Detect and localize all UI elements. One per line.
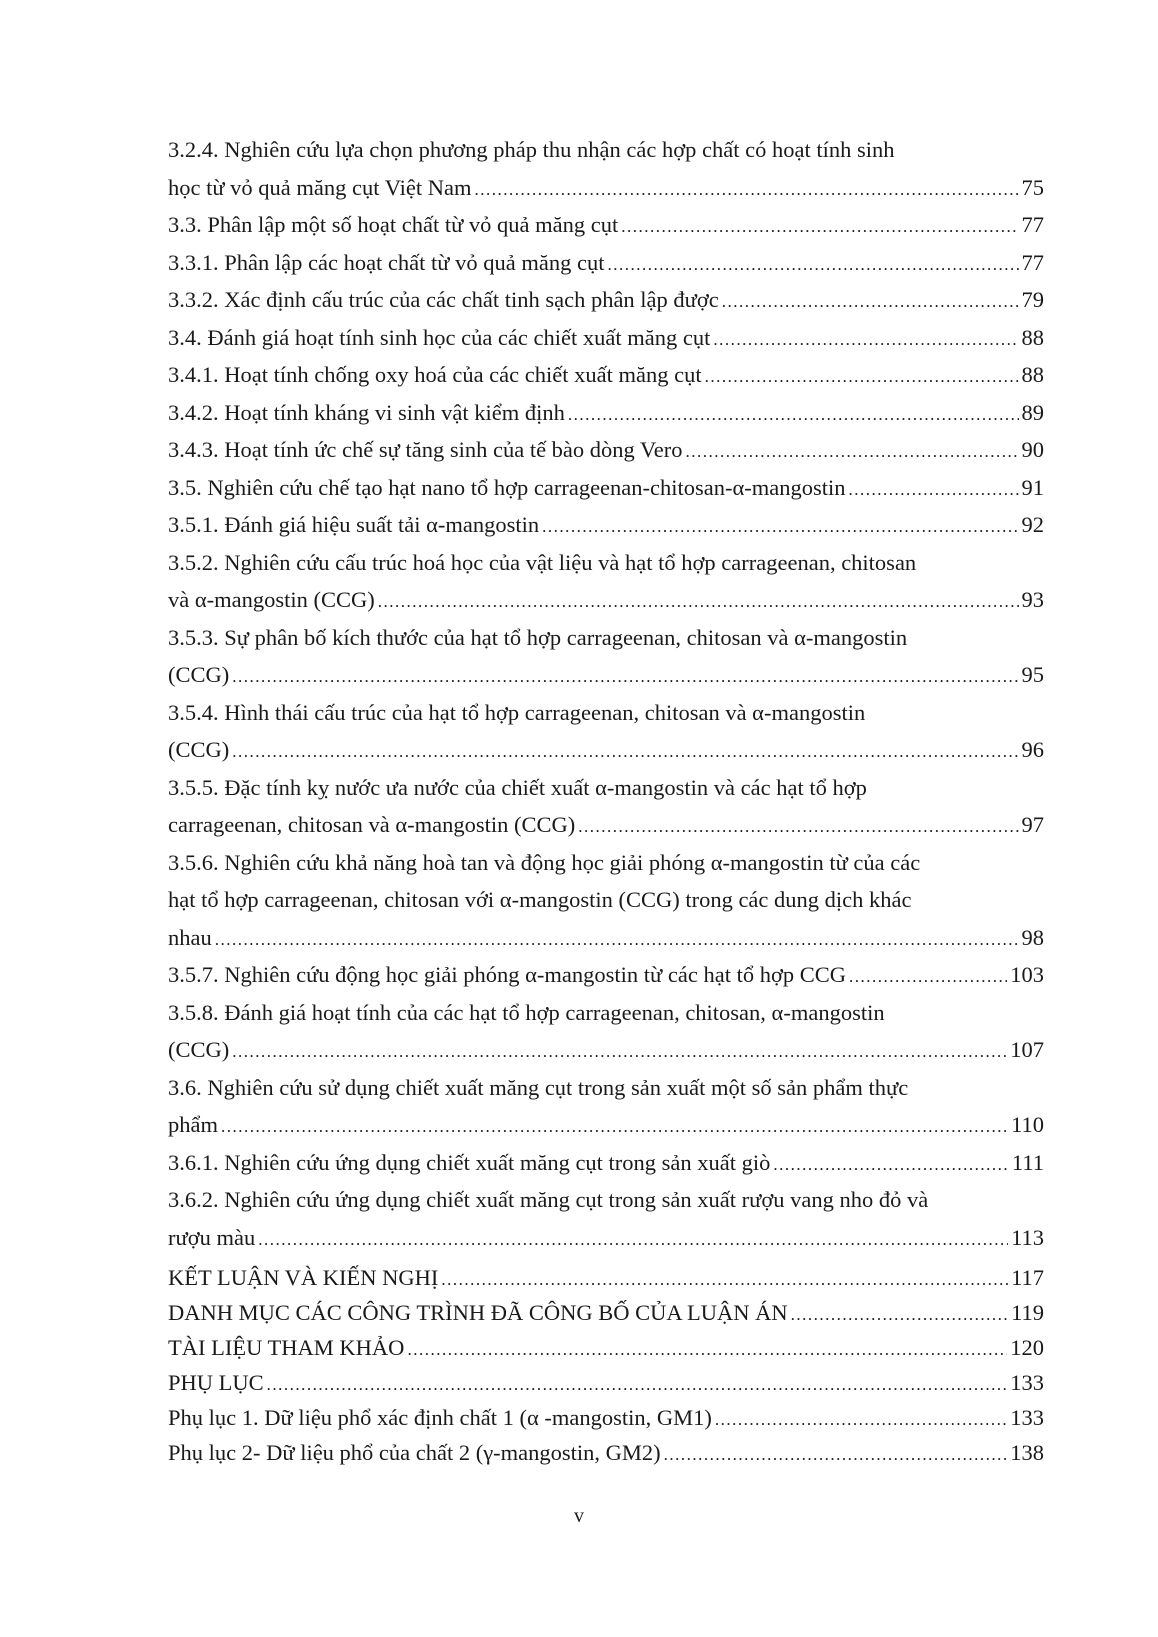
- dot-leader: [378, 583, 1019, 621]
- toc-page-number: 77: [1021, 212, 1044, 237]
- toc-entry-title: KẾT LUẬN VÀ KIẾN NGHỊ: [168, 1265, 439, 1290]
- toc-page-number: 113: [1011, 1224, 1044, 1250]
- toc-entry[interactable]: [168, 281, 1044, 319]
- toc-entry-title: PHỤ LỤC: [168, 1370, 264, 1395]
- toc-entry-title: 3.5. Nghiên cứu chế tạo hạt nano tổ hợp carrageenan-chitosan-α-mangostin: [168, 474, 846, 500]
- toc-page-number: 103: [1010, 962, 1044, 987]
- toc-entry-title: 3.5.1. Đánh giá hiệu suất tải α-mangostin: [168, 512, 540, 537]
- dot-leader: [713, 321, 1018, 359]
- toc-entry[interactable]: [168, 131, 1044, 206]
- toc-entry-title: nhau: [168, 924, 212, 950]
- toc-entry[interactable]: [168, 244, 1044, 282]
- toc-entry[interactable]: [168, 544, 1044, 619]
- toc-page-number: 91: [1021, 474, 1044, 500]
- toc-entry-line: 3.5.8. Đánh giá hoạt tính của các hạt tổ hợp carrageenan, chitosan, α-mangostin: [168, 999, 885, 1025]
- toc-entry-row[interactable]: [168, 506, 1044, 544]
- toc-entry-row[interactable]: [168, 169, 1044, 207]
- toc-page-number: 120: [1010, 1335, 1044, 1360]
- dot-leader: [722, 283, 1019, 321]
- toc-entry-row[interactable]: [168, 1219, 1044, 1257]
- toc-entry-title: (CCG): [168, 1037, 230, 1062]
- toc-page-number: 111: [1011, 1149, 1044, 1175]
- dot-leader: [475, 171, 1019, 209]
- toc-entry-title: 3.4.2. Hoạt tính kháng vi sinh vật kiểm định: [168, 399, 565, 425]
- toc-entry[interactable]: [168, 956, 1044, 994]
- toc-entry-row[interactable]: [168, 206, 1044, 244]
- toc-entry-title: phẩm: [168, 1112, 218, 1137]
- dot-leader: [791, 1297, 1008, 1332]
- toc-page-number: 98: [1021, 924, 1044, 950]
- toc-entry-line: 3.6. Nghiên cứu sử dụng chiết xuất măng cụt trong sản xuất một số sản phẩm thực: [168, 1074, 909, 1100]
- toc-entry-row[interactable]: [168, 806, 1044, 844]
- dot-leader: [232, 733, 1018, 771]
- dot-leader: [215, 921, 1019, 959]
- toc-entry-title: 3.4.3. Hoạt tính ức chế sự tăng sinh của tế bào dòng Vero: [168, 437, 683, 462]
- toc-entry-line: 3.2.4. Nghiên cứu lựa chọn phương pháp thu nhận các hợp chất có hoạt tính sinh: [168, 137, 895, 162]
- dot-leader: [232, 1033, 1007, 1071]
- toc-entry-row[interactable]: [168, 1330, 1044, 1365]
- toc-entry-title: TÀI LIỆU THAM KHẢO: [168, 1335, 405, 1360]
- toc-page-number: 119: [1011, 1300, 1044, 1325]
- table-of-contents: [168, 131, 1044, 1470]
- dot-leader: [686, 433, 1019, 471]
- toc-entry-title: 3.4. Đánh giá hoạt tính sinh học của các chiết xuất măng cụt: [168, 324, 711, 350]
- dot-leader: [607, 246, 1018, 284]
- toc-entry[interactable]: [168, 619, 1044, 694]
- toc-page-number: 88: [1021, 324, 1044, 350]
- toc-entry-row[interactable]: [168, 1400, 1044, 1435]
- toc-page-number: 133: [1010, 1370, 1044, 1395]
- toc-entry[interactable]: [168, 844, 1044, 957]
- toc-entry-title: Phụ lục 2- Dữ liệu phổ của chất 2 (γ-mangostin, GM2): [168, 1440, 661, 1465]
- toc-entry-title: 3.6.1. Nghiên cứu ứng dụng chiết xuất măng cụt trong sản xuất giò: [168, 1149, 771, 1175]
- dot-leader: [715, 1402, 1007, 1437]
- toc-entry[interactable]: [168, 206, 1044, 244]
- toc-entry-title: rượu màu: [168, 1224, 256, 1250]
- dot-leader: [705, 358, 1019, 396]
- toc-entry-row[interactable]: [168, 1295, 1044, 1330]
- toc-page-number: 107: [1010, 1037, 1044, 1062]
- dot-leader: [221, 1108, 1008, 1146]
- dot-leader: [578, 808, 1018, 846]
- toc-page-number: 95: [1021, 662, 1044, 687]
- toc-page-number: 75: [1021, 174, 1044, 200]
- toc-entry-row[interactable]: [168, 281, 1044, 319]
- dot-leader: [664, 1437, 1008, 1472]
- toc-page-number: 89: [1021, 399, 1044, 425]
- toc-entry-row[interactable]: [168, 1144, 1044, 1182]
- toc-page-number: 97: [1021, 812, 1044, 837]
- toc-entry-title: Phụ lục 1. Dữ liệu phổ xác định chất 1 (α -mangostin, GM1): [168, 1405, 712, 1430]
- dot-leader: [258, 1221, 1008, 1259]
- toc-entry-title: 3.3.2. Xác định cấu trúc của các chất tinh sạch phân lập được: [168, 287, 719, 312]
- toc-entry[interactable]: [168, 319, 1044, 357]
- toc-entry-title: (CCG): [168, 737, 230, 762]
- toc-entry-row[interactable]: [168, 319, 1044, 357]
- toc-page-number: 92: [1021, 512, 1044, 537]
- toc-entry-title: DANH MỤC CÁC CÔNG TRÌNH ĐÃ CÔNG BỐ CỦA LUẬN ÁN: [168, 1300, 788, 1325]
- toc-entry[interactable]: [168, 431, 1044, 469]
- toc-entry-row[interactable]: [168, 1365, 1044, 1400]
- toc-entry-row[interactable]: [168, 431, 1044, 469]
- toc-entry-title: 3.4.1. Hoạt tính chống oxy hoá của các chiết xuất măng cụt: [168, 362, 702, 387]
- toc-entry[interactable]: [168, 1144, 1044, 1182]
- toc-page-number: 117: [1011, 1265, 1044, 1290]
- toc-entry-row[interactable]: [168, 581, 1044, 619]
- toc-page-number: 133: [1010, 1405, 1044, 1430]
- dot-leader: [849, 958, 1007, 996]
- toc-entry-row[interactable]: [168, 731, 1044, 769]
- toc-entry[interactable]: [168, 994, 1044, 1069]
- toc-entry-line: 3.5.5. Đặc tính kỵ nước ưa nước của chiết xuất α-mangostin và các hạt tổ hợp: [168, 774, 867, 800]
- toc-entry-row[interactable]: [168, 919, 1044, 957]
- toc-entry-row[interactable]: [168, 656, 1044, 694]
- toc-page-number: 88: [1021, 362, 1044, 387]
- toc-entry-row[interactable]: [168, 469, 1044, 507]
- toc-entry-title: 3.3.1. Phân lập các hoạt chất từ vỏ quả măng cụt: [168, 249, 605, 275]
- dot-leader: [849, 471, 1019, 509]
- toc-page-number: 79: [1021, 287, 1044, 312]
- toc-entry[interactable]: [168, 1069, 1044, 1144]
- toc-page-number: 96: [1021, 737, 1044, 762]
- toc-page-number: 138: [1010, 1440, 1044, 1465]
- dot-leader: [441, 1262, 1008, 1297]
- toc-entry-line: 3.5.2. Nghiên cứu cấu trúc hoá học của vật liệu và hạt tổ hợp carrageenan, chitosan: [168, 549, 917, 575]
- toc-entry-title: carrageenan, chitosan và α-mangostin (CCG): [168, 812, 576, 837]
- toc-entry[interactable]: [168, 769, 1044, 844]
- toc-entry[interactable]: [168, 506, 1044, 544]
- toc-entry-row[interactable]: [168, 1106, 1044, 1144]
- toc-entry-row[interactable]: [168, 956, 1044, 994]
- dot-leader: [621, 208, 1018, 246]
- dot-leader: [568, 396, 1019, 434]
- toc-entry-title: 3.3. Phân lập một số hoạt chất từ vỏ quả măng cụt: [168, 212, 619, 237]
- toc-page-number: 77: [1021, 249, 1044, 275]
- dot-leader: [232, 658, 1018, 696]
- toc-entry-line: hạt tổ hợp carrageenan, chitosan với α-mangostin (CCG) trong các dung dịch khác: [168, 887, 912, 912]
- toc-entry-title: 3.5.7. Nghiên cứu động học giải phóng α-mangostin từ các hạt tổ hợp CCG: [168, 962, 846, 987]
- dot-leader: [407, 1332, 1007, 1367]
- toc-entry[interactable]: [168, 469, 1044, 507]
- toc-back-matter: [168, 1260, 1044, 1470]
- toc-entry[interactable]: [168, 356, 1044, 394]
- toc-entry[interactable]: [168, 1181, 1044, 1256]
- toc-entry-row[interactable]: [168, 394, 1044, 432]
- toc-entry[interactable]: [168, 394, 1044, 432]
- toc-entry-title: học từ vỏ quả măng cụt Việt Nam: [168, 174, 472, 200]
- toc-page-number: 110: [1011, 1112, 1044, 1137]
- toc-page-number: 90: [1021, 437, 1044, 462]
- toc-entry-row[interactable]: [168, 356, 1044, 394]
- toc-page-number: 93: [1021, 587, 1044, 612]
- toc-entry-row[interactable]: [168, 1435, 1044, 1470]
- toc-entry-line: 3.6.2. Nghiên cứu ứng dụng chiết xuất măng cụt trong sản xuất rượu vang nho đỏ và: [168, 1187, 929, 1212]
- toc-entry-row[interactable]: [168, 1260, 1044, 1295]
- toc-entry-line: 3.5.6. Nghiên cứu khả năng hoà tan và động học giải phóng α-mangostin từ của các: [168, 849, 921, 875]
- toc-entry[interactable]: [168, 694, 1044, 769]
- toc-entry-line: 3.5.4. Hình thái cấu trúc của hạt tổ hợp carrageenan, chitosan và α-mangostin: [168, 699, 866, 725]
- toc-entry-row[interactable]: [168, 244, 1044, 282]
- toc-entry-title: (CCG): [168, 662, 230, 687]
- dot-leader: [773, 1146, 1009, 1184]
- toc-entry-line: 3.5.3. Sự phân bố kích thước của hạt tổ hợp carrageenan, chitosan và α-mangostin: [168, 624, 908, 650]
- dot-leader: [267, 1367, 1008, 1402]
- toc-entry-row[interactable]: [168, 1031, 1044, 1069]
- dot-leader: [542, 508, 1018, 546]
- toc-entry-title: và α-mangostin (CCG): [168, 587, 375, 612]
- page-number: v: [574, 1505, 584, 1527]
